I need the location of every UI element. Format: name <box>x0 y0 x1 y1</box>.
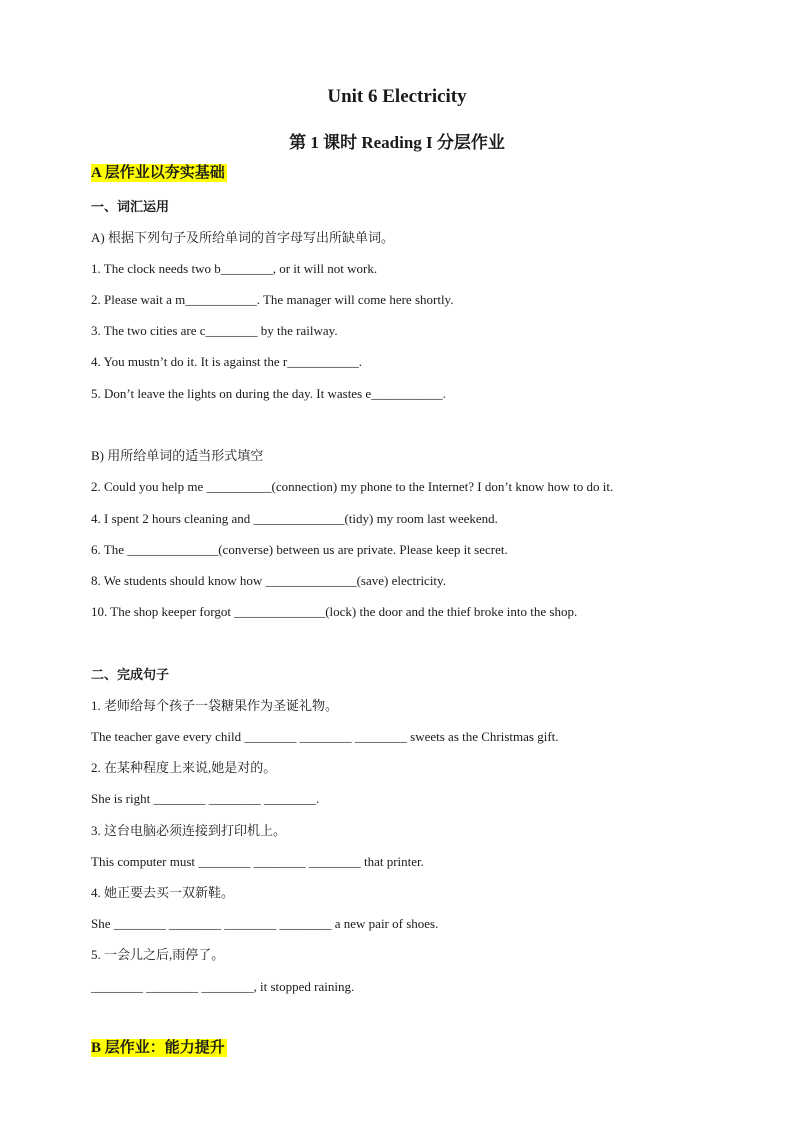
sentence-blank-line: ________ ________ ________, it stopped raining. <box>91 979 355 994</box>
sentence-blank-line: The teacher gave every child ________ ________ ________ sweets as the Christmas gift. <box>91 729 559 744</box>
word-form-item: 10. The shop keeper forgot ______________(lock) the door and the thief broke into the shop. <box>91 604 578 619</box>
sentence-prompt: 1. 老师给每个孩子一袋糖果作为圣诞礼物。 <box>91 698 339 713</box>
sentence-prompt: 4. 她正要去买一双新鞋。 <box>91 885 235 900</box>
vocab-item: 3. The two cities are c________ by the railway. <box>91 323 338 338</box>
part1-heading: 一、词汇运用 <box>91 199 170 214</box>
sentence-blank-line: She is right ________ ________ ________. <box>91 791 320 806</box>
word-form-item: 8. We students should know how ______________(save) electricity. <box>91 573 446 588</box>
document-subtitle: 第 1 课时 Reading I 分层作业 <box>289 133 505 152</box>
vocab-item: 2. Please wait a m___________. The manager will come here shortly. <box>91 292 454 307</box>
vocab-item: 5. Don’t leave the lights on during the day. It wastes e___________. <box>91 386 446 401</box>
word-form-item: 6. The ______________(converse) between us are private. Please keep it secret. <box>91 542 508 557</box>
sentence-blank-line: She ________ ________ ________ ________ a new pair of shoes. <box>91 916 439 931</box>
section-a-heading-row <box>91 165 227 181</box>
word-form-item: 2. Could you help me __________(connection) my phone to the Internet? I don’t know how to do it. <box>91 479 614 494</box>
sentence-prompt: 3. 这台电脑必须连接到打印机上。 <box>91 823 287 838</box>
part1-a-instruction: A) 根据下列句子及所给单词的首字母写出所缺单词。 <box>91 230 394 245</box>
word-form-item: 4. I spent 2 hours cleaning and ______________(tidy) my room last weekend. <box>91 511 498 526</box>
vocab-item: 1. The clock needs two b________, or it will not work. <box>91 261 378 276</box>
document-title: Unit 6 Electricity <box>327 86 467 107</box>
sentence-prompt: 5. 一会儿之后,雨停了。 <box>91 947 225 962</box>
section-b-heading-row <box>91 1040 227 1056</box>
sentence-prompt: 2. 在某种程度上来说,她是对的。 <box>91 760 277 775</box>
sentence-blank-line: This computer must ________ ________ ________ that printer. <box>91 854 424 869</box>
part2-heading: 二、完成句子 <box>91 667 170 682</box>
section-a-heading: A 层作业以夯实基础 <box>91 165 225 181</box>
vocab-item: 4. You mustn’t do it. It is against the r___________. <box>91 354 362 369</box>
section-b-heading: B 层作业：能力提升 <box>91 1040 225 1056</box>
part1-b-instruction: B) 用所给单词的适当形式填空 <box>91 448 264 463</box>
